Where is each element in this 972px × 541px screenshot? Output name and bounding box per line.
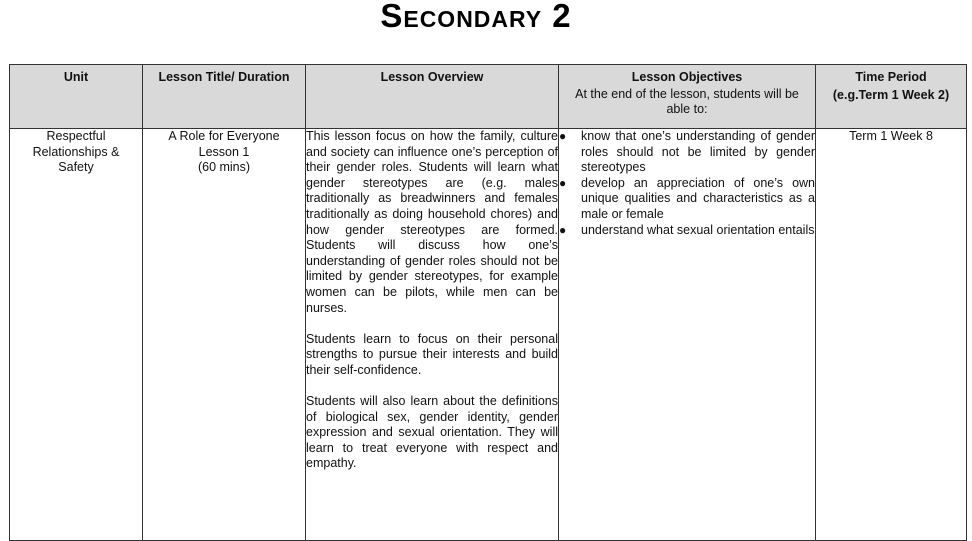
- lesson-duration: (60 mins): [197, 160, 251, 175]
- objective-text: develop an appreciation of one’s own unique qualities and characteristics as a male or female: [581, 175, 815, 221]
- objective-text: know that one’s understanding of gender roles should not be limited by gender stereotypes: [581, 129, 815, 175]
- header-time-period-example: (e.g.Term 1 Week 2): [832, 88, 950, 102]
- lesson-plan-table: [9, 64, 967, 541]
- header-lesson-overview: Lesson Overview: [306, 65, 559, 129]
- overview-paragraph: Students learn to focus on their personal strengths to pursue their interests and build their self-confidence.: [306, 331, 558, 377]
- lesson-title-cell: [143, 129, 306, 541]
- lesson-objectives-cell: [559, 129, 816, 541]
- unit-line: Safety: [58, 160, 94, 175]
- lesson-title: A Role for Everyone: [168, 129, 280, 143]
- overview-paragraph: This lesson focus on how the family, culture and society can influence one’s perception of their gender roles. Students will learn what gender stereotypes are (e.g. males traditionally as breadwinners and females traditionally as doing household chores) and how gender stereotypes are formed. Students will discuss how one’s understanding of gender roles should not be limited by gender stereotypes, for example women can be pilots, while men can be nurses.: [306, 129, 558, 315]
- header-lesson-title: Lesson Title/ Duration: [143, 65, 306, 129]
- unit-cell: [10, 129, 143, 541]
- objectives-list: [559, 129, 815, 238]
- table-row: [10, 129, 967, 541]
- header-time-period: Time Period (e.g.Term 1 Week 2): [816, 65, 967, 129]
- bullet-icon: ●: [559, 129, 567, 143]
- time-period-cell: [816, 129, 967, 541]
- header-unit: Unit: [10, 65, 143, 129]
- unit-line: Respectful: [46, 129, 106, 143]
- header-lesson-objectives: Lesson Objectives At the end of the lesson, students will be able to:: [559, 65, 816, 129]
- page-title: Secondary 2: [380, 0, 572, 34]
- unit-line: Relationships &: [32, 144, 120, 159]
- overview-paragraph: Students will also learn about the definitions of biological sex, gender identity, gender expression and sexual orientation. They will learn to treat everyone with respect and empathy.: [306, 394, 558, 471]
- bullet-icon: ●: [559, 222, 567, 237]
- list-item: [559, 223, 815, 239]
- lesson-overview-cell: [306, 129, 559, 541]
- header-objectives-subtitle: At the end of the lesson, students will be able to:: [575, 87, 799, 116]
- list-item: [559, 129, 815, 176]
- list-item: [559, 176, 815, 223]
- lesson-number: Lesson 1: [198, 144, 250, 159]
- objective-text: understand what sexual orientation entails: [581, 222, 815, 237]
- bullet-icon: ●: [559, 175, 567, 190]
- time-period-value: Term 1 Week 8: [849, 129, 933, 143]
- table-header-row: [10, 65, 967, 129]
